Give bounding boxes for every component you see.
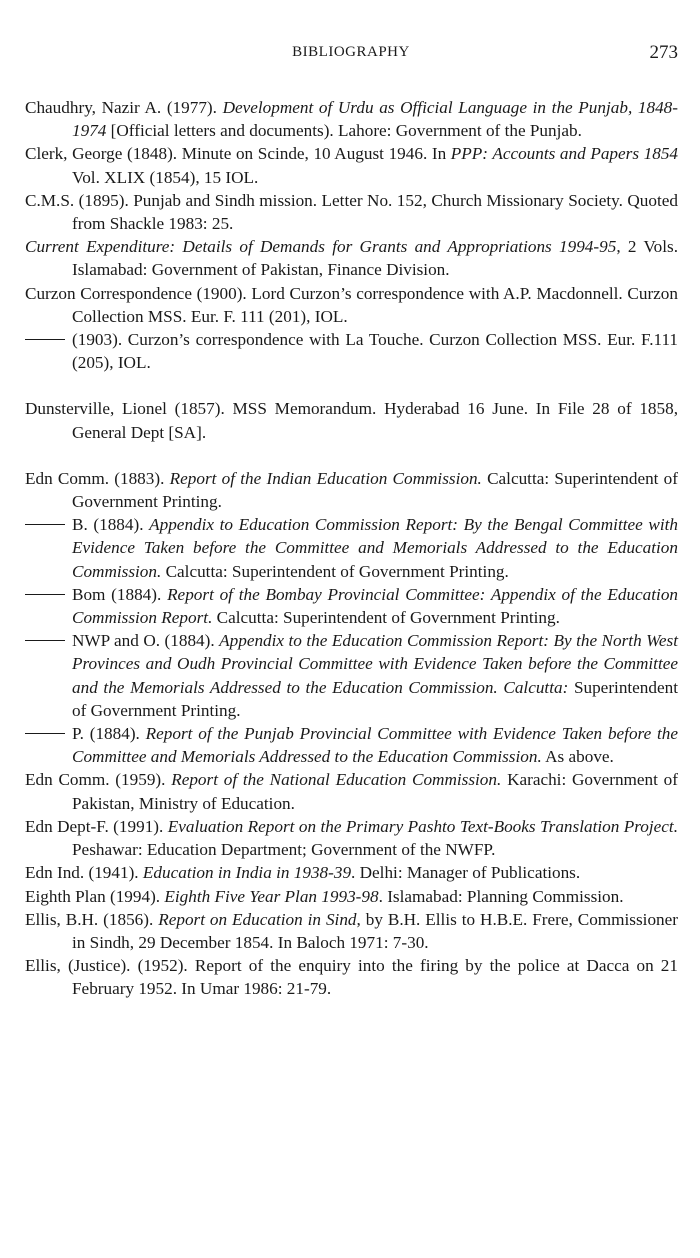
- entry-text: [Official letters and documents). Lahore: Government of the Punjab.: [106, 121, 582, 141]
- entry-title-italic: Report of the Indian Education Commission.: [169, 468, 482, 488]
- running-title: BIBLIOGRAPHY: [292, 44, 410, 60]
- entry-text: Calcutta: Superintendent of Government Printing.: [72, 468, 678, 512]
- repeat-author-dash: [25, 732, 65, 734]
- entry-text: Calcutta: Superintendent of Government Printing.: [161, 561, 509, 581]
- bibliography-entry: [25, 629, 678, 722]
- entry-text: Ellis, B.H. (1856).: [25, 909, 159, 929]
- entry-title-italic: Report on Education in Sind: [158, 909, 357, 929]
- bibliography-entry: [25, 954, 678, 1000]
- entry-text: Edn Dept-F. (1991).: [25, 816, 168, 836]
- repeat-author-dash: [25, 593, 65, 595]
- bibliography-entry: [25, 189, 678, 235]
- entry-text: Eighth Plan (1994).: [25, 886, 165, 906]
- bibliography-entry: [25, 583, 678, 629]
- entry-text: , 2 Vols. Islamabad: Government of Pakistan, Finance Division.: [72, 237, 678, 280]
- bibliography-entry: [25, 908, 678, 954]
- entry-title-italic: Report of the National Education Commission.: [171, 770, 502, 790]
- bibliography-entry: [25, 467, 678, 513]
- entry-text: Peshawar: Education Department; Government of the NWFP.: [72, 840, 496, 860]
- bibliography-entry: [25, 397, 678, 443]
- entry-text: Bom (1884).: [72, 584, 168, 604]
- entry-title-italic: Education in India in 1938-39: [142, 863, 352, 883]
- bibliography-list: [25, 96, 678, 1001]
- page-number: 273: [649, 42, 678, 63]
- entry-title-italic: Current Expenditure: Details of Demands for Grants and Appropriations 1994-95: [25, 237, 617, 257]
- bibliography-entry: [25, 768, 678, 814]
- entry-title-italic: Evaluation Report on the Primary Pashto Text-Books Translation Project.: [167, 816, 679, 836]
- entry-text: NWP and O. (1884).: [72, 631, 220, 651]
- entry-text: Chaudhry, Nazir A. (1977).: [25, 98, 223, 117]
- bibliography-entry: [25, 722, 678, 768]
- entry-text: , by B.H. Ellis to H.B.E. Frere, Commissioner in Sindh, 29 December 1854. In Baloch 1971: 7-30.: [72, 909, 678, 952]
- bibliography-entry: [25, 815, 678, 861]
- bibliography-entry: [25, 142, 678, 188]
- entry-title-italic: Appendix to Education Commission Report: By the Bengal Committee with Evidence Taken before the Committee and Memorials Addressed to the Education Commission.: [72, 515, 678, 581]
- entry-text: Curzon Correspondence (1900). Lord Curzon’s correspondence with A.P. Macdonnell. Curzon Collection MSS. Eur. F. 111 (201), IOL.: [25, 283, 678, 326]
- entry-text: P. (1884).: [72, 724, 146, 744]
- entry-text: Edn Comm. (1883).: [25, 468, 170, 488]
- entry-text: Karachi: Government of Pakistan, Ministry of Education.: [72, 770, 678, 813]
- repeat-author-dash: [25, 523, 65, 525]
- entry-text: Edn Ind. (1941).: [25, 863, 143, 883]
- bibliography-entry: [25, 235, 678, 281]
- entry-text: B. (1884).: [72, 515, 150, 535]
- entry-text: (1903). Curzon’s correspondence with La Touche. Curzon Collection MSS. Eur. F.111 (205), IOL.: [72, 330, 678, 373]
- bibliography-entry: [25, 885, 678, 908]
- entry-text: Ellis, (Justice). (1952). Report of the enquiry into the firing by the police at Dacca on 21 February 1952. In Umar 1986: 21-79.: [25, 956, 678, 999]
- entry-title-italic: Eighth Five Year Plan 1993-98: [164, 886, 379, 906]
- repeat-author-dash: [25, 338, 65, 340]
- bibliography-entry: [25, 328, 678, 374]
- entry-text: Dunsterville, Lionel (1857). MSS Memorandum. Hyderabad 16 June. In File 28 of 1858, General Dept [SA].: [25, 399, 678, 442]
- entry-text: Vol. XLIX (1854), 15 IOL.: [72, 167, 259, 187]
- entry-text: . Delhi: Manager of Publications.: [351, 863, 581, 883]
- running-header: [24, 44, 678, 68]
- entry-title-italic: Development of Urdu as Official Language in the Punjab, 1848-1974: [72, 98, 678, 141]
- entry-title-italic: Report of the Punjab Provincial Committee with Evidence Taken before the Committee and Memorials Addressed to the Education Commission.: [72, 724, 678, 767]
- bibliography-entry: [25, 282, 678, 328]
- bibliography-entry: [25, 96, 678, 142]
- bibliography-entry: [25, 861, 678, 884]
- entry-text: C.M.S. (1895). Punjab and Sindh mission. Letter No. 152, Church Missionary Society. Quoted from Shackle 1983: 25.: [25, 190, 678, 234]
- entry-title-italic: Appendix to the Education Commission Report: By the North West Provinces and Oudh Provincial Committee with Evidence Taken before the Committee and the Memorials Addressed to the Education Commission. Calcutta:: [72, 631, 678, 697]
- entry-text: Calcutta: Superintendent of Government Printing.: [212, 608, 560, 628]
- entry-title-italic: PPP: Accounts and Papers 1854: [450, 144, 679, 164]
- entry-text: . Islamabad: Planning Commission.: [378, 886, 624, 906]
- entry-text: Edn Comm. (1959).: [25, 770, 172, 790]
- entry-text: Clerk, George (1848). Minute on Scinde, 10 August 1946. In: [25, 144, 451, 164]
- bibliography-entry: [25, 513, 678, 583]
- entry-title-italic: Report of the Bombay Provincial Committee: Appendix of the Education Commission Report.: [72, 584, 679, 628]
- entry-text: Superintendent of Government Printing.: [72, 677, 678, 720]
- repeat-author-dash: [25, 639, 65, 641]
- entry-text: As above.: [541, 747, 614, 767]
